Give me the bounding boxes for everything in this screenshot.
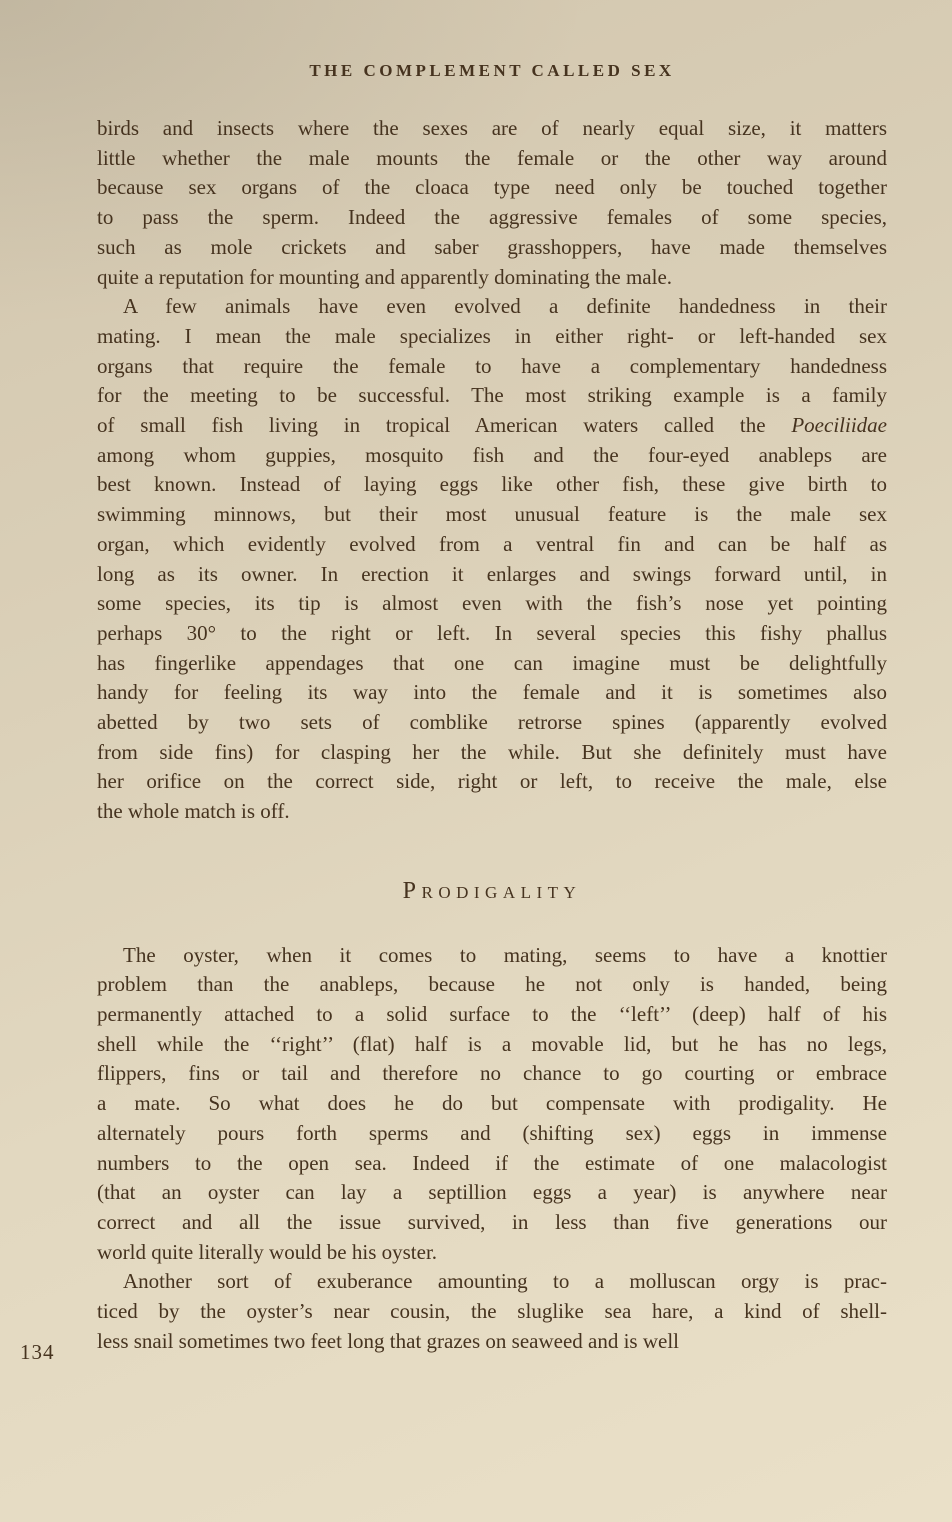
text-line: for the meeting to be successful. The most striking example is a family <box>97 383 887 408</box>
page-number: 134 <box>20 1340 55 1364</box>
paragraph <box>97 114 887 292</box>
text-line: world quite literally would be his oyster. <box>97 1239 438 1264</box>
text-line: such as mole crickets and saber grasshoppers, have made themselves <box>97 234 887 259</box>
text-line: has fingerlike appendages that one can imagine must be delightfully <box>97 650 887 675</box>
text-line: long as its owner. In erection it enlarges and swings forward until, in <box>97 561 887 586</box>
text-line: correct and all the issue survived, in less than five generations our <box>97 1209 887 1234</box>
section-heading: Prodigality <box>402 877 582 904</box>
text-line: a mate. So what does he do but compensate with prodigality. He <box>97 1091 887 1116</box>
text-line: from side fins) for clasping her the while. But she definitely must have <box>97 739 887 764</box>
text-line: numbers to the open sea. Indeed if the estimate of one malacologist <box>97 1150 887 1175</box>
text-line: permanently attached to a solid surface to the ‘‘left’’ (deep) half of his <box>97 1001 887 1026</box>
paragraph <box>97 1267 887 1356</box>
text-line: little whether the male mounts the female or the other way around <box>97 145 887 170</box>
text-line: shell while the ‘‘right’’ (flat) half is a movable lid, but he has no legs, <box>97 1031 887 1056</box>
paragraph <box>97 941 887 1268</box>
text-line: less snail sometimes two feet long that grazes on seaweed and is well <box>97 1328 680 1353</box>
text-line: organs that require the female to have a complementary handedness <box>97 353 887 378</box>
text-line: handy for feeling its way into the female and it is sometimes also <box>97 680 887 705</box>
text-line: quite a reputation for mounting and apparently dominating the male. <box>97 264 673 289</box>
running-header: THE COMPLEMENT CALLED SEX <box>309 61 675 80</box>
text-line: to pass the sperm. Indeed the aggressive females of some species, <box>97 205 887 230</box>
text-line: mating. I mean the male specializes in either right- or left-handed sex <box>97 323 887 348</box>
text-line: of small fish living in tropical American waters called the Poeciliidae <box>97 413 887 438</box>
text-line: best known. Instead of laying eggs like other fish, these give birth to <box>97 472 887 497</box>
text-line: among whom guppies, mosquito fish and the four-eyed anableps are <box>97 442 887 467</box>
text-line: flippers, fins or tail and therefore no chance to go courting or embrace <box>97 1061 887 1086</box>
text-line: birds and insects where the sexes are of nearly equal size, it matters <box>97 116 887 140</box>
text-line: perhaps 30° to the right or left. In several species this fishy phallus <box>97 620 887 645</box>
text-line: problem than the anableps, because he not only is handed, being <box>97 972 887 997</box>
text-line: ticed by the oyster’s near cousin, the sluglike sea hare, a kind of shell- <box>97 1299 887 1324</box>
text-line: the whole match is off. <box>97 799 290 824</box>
text-line: (that an oyster can lay a septillion eggs a year) is anywhere near <box>97 1180 887 1205</box>
text-line: Another sort of exuberance amounting to a molluscan orgy is prac- <box>123 1269 887 1294</box>
text-line: abetted by two sets of comblike retrorse spines (apparently evolved <box>97 710 887 735</box>
text-line: A few animals have even evolved a definite handedness in their <box>123 294 887 319</box>
text-line: The oyster, when it comes to mating, seems to have a knottier <box>123 942 887 967</box>
text-line: alternately pours forth sperms and (shifting sex) eggs in immense <box>97 1120 887 1145</box>
text-line: organ, which evidently evolved from a ventral fin and can be half as <box>97 531 887 556</box>
text-line: because sex organs of the cloaca type need only be touched together <box>97 175 887 200</box>
text-column <box>97 114 887 1356</box>
text-line: swimming minnows, but their most unusual feature is the male sex <box>97 502 887 527</box>
text-line: her orifice on the correct side, right or left, to receive the male, else <box>97 769 887 794</box>
paragraph <box>97 292 887 827</box>
text-line: some species, its tip is almost even with the fish’s nose yet pointing <box>97 591 887 616</box>
